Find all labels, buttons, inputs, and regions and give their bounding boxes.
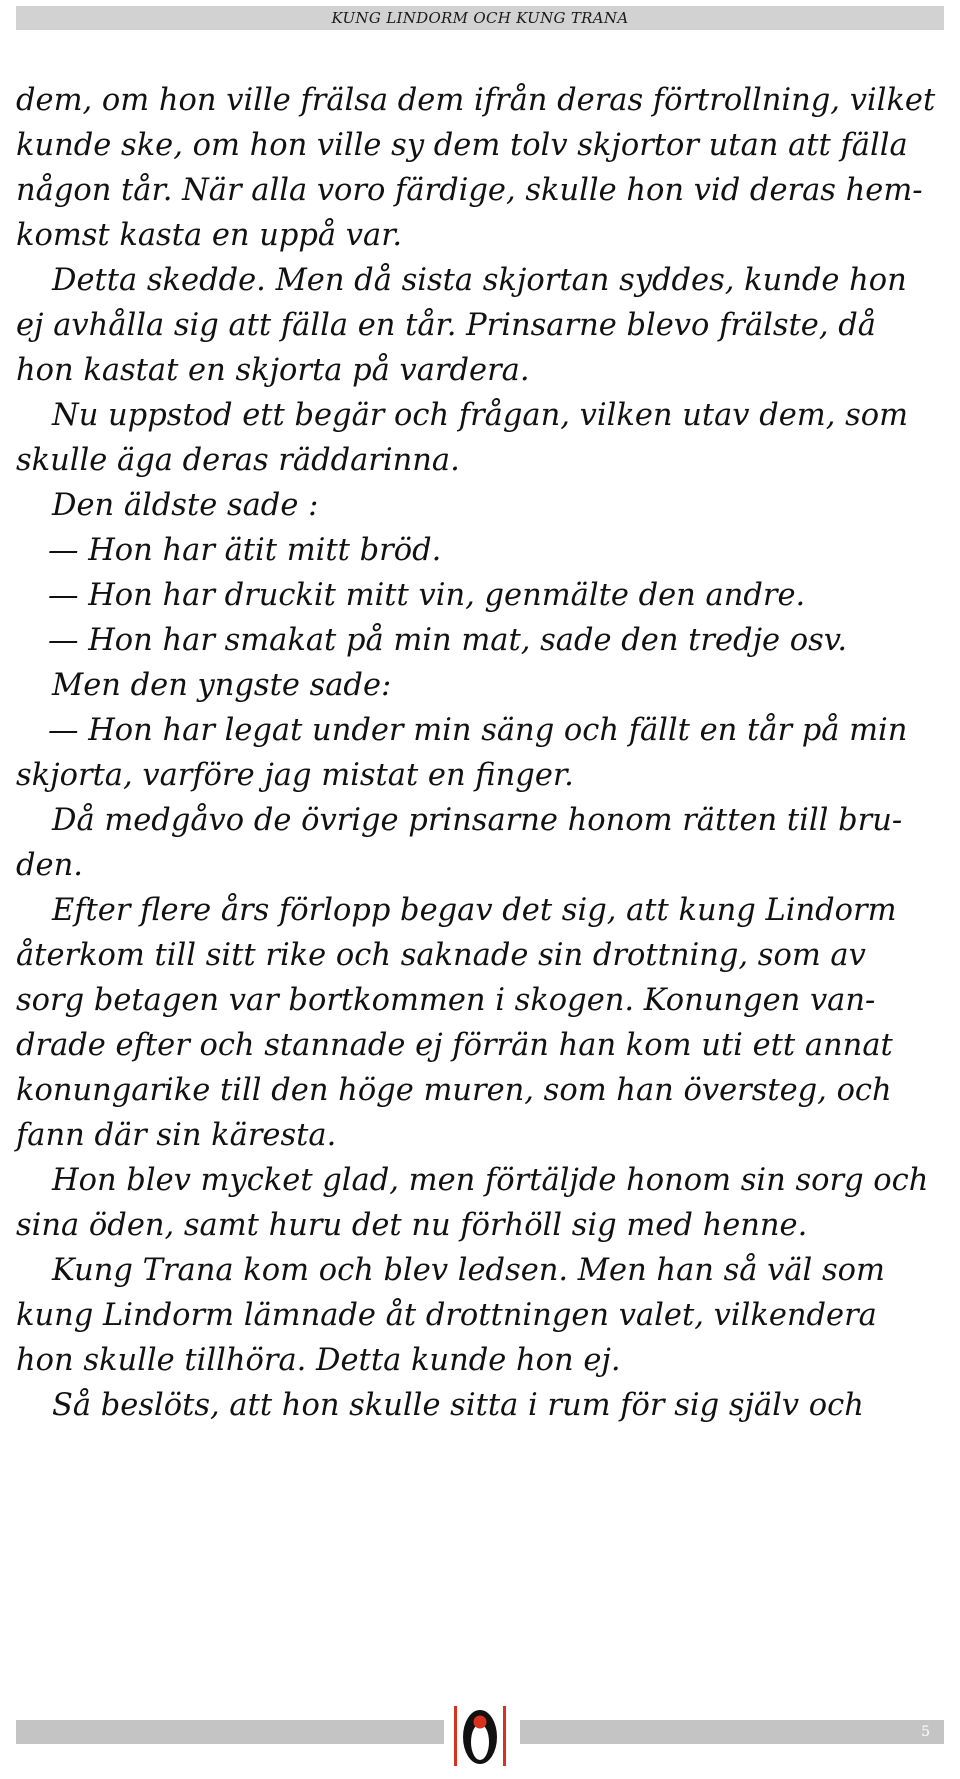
- dialogue-line: — Hon har ätit mitt bröd.: [48, 533, 442, 568]
- body-line: återkom till sitt rike och saknade sin drottning, som av: [16, 938, 866, 973]
- body-line: sorg betagen var bortkommen i skogen. Konungen van-: [16, 983, 876, 1018]
- body-line: Den äldste sade :: [52, 488, 319, 523]
- page-number: 5: [921, 1724, 930, 1740]
- body-line: Så beslöts, att hon skulle sitta i rum för sig själv och: [52, 1388, 864, 1423]
- body-line: sina öden, samt huru det nu förhöll sig med henne.: [16, 1208, 808, 1243]
- body-line: någon tår. När alla voro färdige, skulle hon vid deras hem-: [16, 173, 923, 208]
- body-line: kunde ske, om hon ville sy dem tolv skjortor utan att fälla: [16, 128, 908, 163]
- body-line: kung Lindorm lämnade åt drottningen valet, vilkendera: [16, 1298, 877, 1333]
- footer-bar-right: [520, 1720, 944, 1744]
- body-line: skjorta, varföre jag mistat en finger.: [16, 758, 574, 793]
- dialogue-line: — Hon har druckit mitt vin, genmälte den andre.: [48, 578, 806, 613]
- body-line: hon kastat en skjorta på vardera.: [16, 353, 530, 388]
- body-line: den.: [16, 848, 83, 883]
- body-line: fann där sin käresta.: [16, 1118, 337, 1153]
- body-line: Men den yngste sade:: [52, 668, 392, 703]
- body-line: Då medgåvo de övrige prinsarne honom rätten till bru-: [52, 803, 903, 838]
- dialogue-line: — Hon har legat under min säng och fällt en tår på min: [48, 713, 908, 748]
- body-line: ej avhålla sig att fälla en tår. Prinsarne blevo frälste, då: [16, 308, 876, 343]
- footer-bar-left: [16, 1720, 444, 1744]
- body-line: skulle äga deras räddarinna.: [16, 443, 460, 478]
- body-line: Detta skedde. Men då sista skjortan syddes, kunde hon: [52, 263, 907, 298]
- body-line: hon skulle tillhöra. Detta kunde hon ej.: [16, 1343, 621, 1378]
- publisher-logo-icon: [448, 1700, 512, 1772]
- running-header-title: KUNG LINDORM OCH KUNG TRANA: [331, 9, 629, 27]
- body-line: konungarike till den höge muren, som han översteg, och: [16, 1073, 892, 1108]
- body-line: Hon blev mycket glad, men förtäljde honom sin sorg och: [52, 1163, 929, 1198]
- body-line: Efter flere års förlopp begav det sig, att kung Lindorm: [52, 893, 897, 928]
- body-line: dem, om hon ville frälsa dem ifrån deras förtrollning, vilket: [16, 83, 936, 118]
- running-header: [16, 6, 944, 30]
- body-line: Kung Trana kom och blev ledsen. Men han så väl som: [52, 1253, 885, 1288]
- body-line: drade efter och stannade ej förrän han kom uti ett annat: [16, 1028, 893, 1063]
- body-line: Nu uppstod ett begär och frågan, vilken utav dem, som: [52, 398, 909, 433]
- dialogue-line: — Hon har smakat på min mat, sade den tredje osv.: [48, 623, 848, 658]
- body-line: komst kasta en uppå var.: [16, 218, 403, 253]
